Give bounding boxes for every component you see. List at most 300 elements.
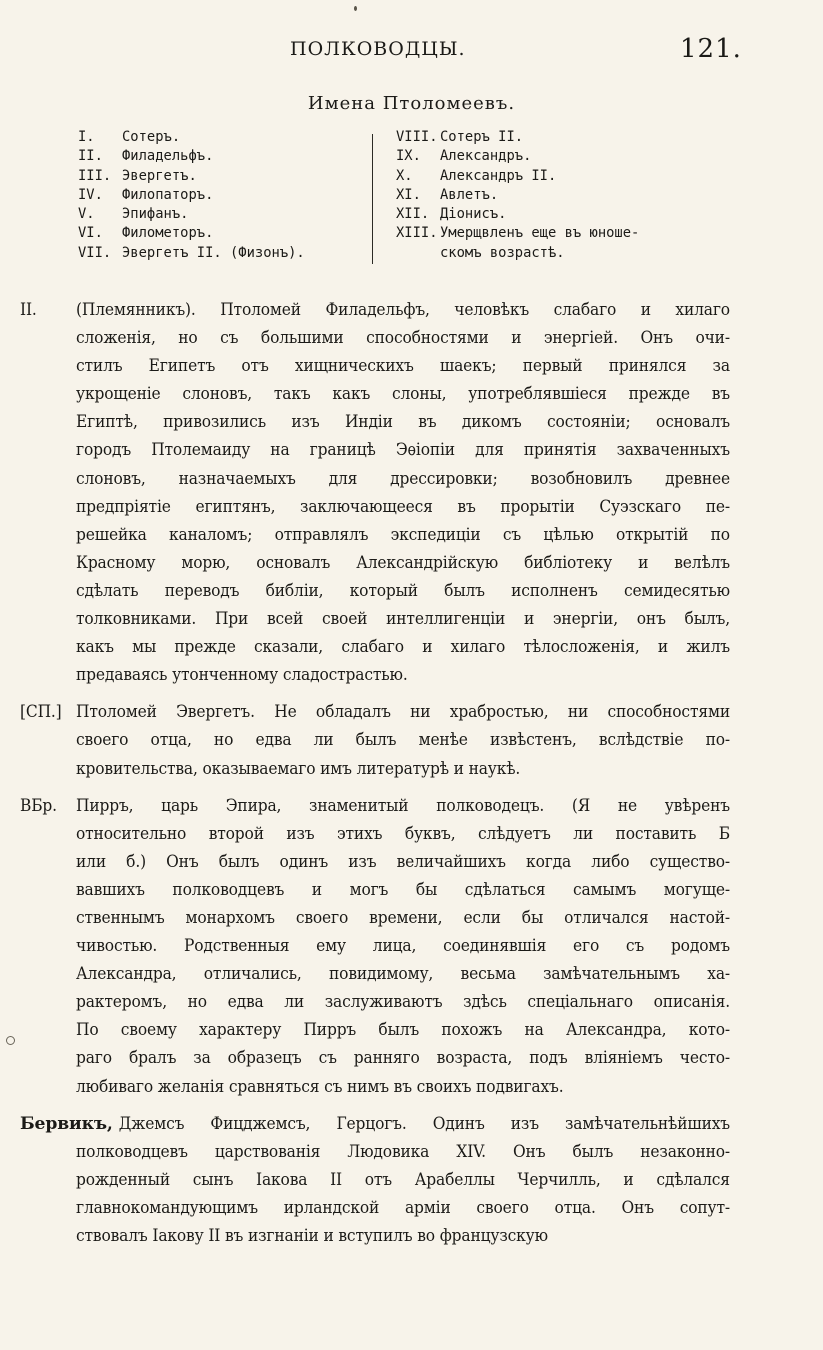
text-line	[20, 549, 730, 577]
word: вавшихъ	[76, 879, 145, 900]
text-line	[20, 904, 730, 932]
word: всей	[266, 609, 304, 630]
word: вліяніемъ	[584, 1048, 663, 1069]
word: II	[330, 1169, 342, 1190]
ruler-name: Умерщвленъ еще въ юноше-	[440, 225, 640, 242]
word: похожъ	[441, 1020, 503, 1041]
running-title: ПОЛКОВОДЦЫ.	[290, 38, 466, 60]
line-text	[76, 960, 730, 988]
word: Пирръ	[303, 1020, 357, 1041]
line-text	[76, 988, 730, 1016]
ruler-name: Эвергетъ.	[122, 167, 197, 184]
word: слоновъ,	[76, 468, 146, 489]
table-row	[396, 244, 696, 263]
text-line	[20, 1110, 730, 1138]
word: едва	[255, 730, 292, 751]
word: слоновъ,	[182, 384, 253, 405]
word: египтянъ,	[195, 496, 276, 517]
word: но	[187, 992, 207, 1013]
word: который	[349, 580, 418, 601]
table-row	[396, 224, 696, 243]
ruler-number: III.	[78, 167, 112, 184]
line-text: кровительства, оказываемаго имъ литературѣ и наукѣ.	[76, 758, 521, 779]
word: Эпира,	[225, 795, 282, 816]
text-line	[20, 876, 730, 904]
word: Египтѣ,	[76, 412, 138, 433]
word: своей	[321, 609, 368, 630]
word: какъ	[76, 637, 114, 658]
word: Филадельфъ,	[325, 300, 430, 320]
word: библіи,	[265, 580, 324, 601]
word: энергіей.	[543, 328, 618, 349]
word: величайшихъ	[396, 851, 506, 872]
word: отличался	[564, 907, 649, 928]
line-text	[76, 820, 730, 848]
word: замѣчательнымъ	[543, 964, 680, 985]
line-text	[76, 436, 730, 464]
word: Одинъ	[432, 1113, 485, 1134]
table-row	[78, 186, 368, 205]
entry	[20, 1110, 730, 1250]
word: толковниками.	[76, 609, 197, 630]
ruler-name: Эвергетъ II. (Физонъ).	[122, 244, 305, 261]
word: съ	[502, 524, 522, 545]
word: въ	[418, 412, 437, 433]
word: ха-	[707, 964, 730, 985]
word: за	[193, 1048, 211, 1069]
word: въ	[457, 496, 476, 517]
word: едва	[227, 992, 264, 1013]
text-line	[20, 324, 730, 352]
word: способностями	[607, 702, 730, 723]
word: весьма	[460, 964, 516, 985]
word: рактеромъ,	[76, 992, 167, 1013]
text-line	[20, 465, 730, 493]
word: слоны,	[391, 384, 447, 405]
word: экспедиціи	[390, 524, 481, 545]
word: замѣчательнѣйшихъ	[565, 1113, 730, 1134]
word: своего	[295, 907, 349, 928]
word: Не	[274, 702, 297, 723]
text-line	[20, 1166, 730, 1194]
word: царствованія	[214, 1141, 321, 1162]
word: городъ	[76, 440, 132, 461]
word: извѣстенъ,	[489, 730, 577, 751]
ruler-name: Александръ.	[440, 148, 532, 165]
word: библіотеку	[524, 552, 613, 573]
word: интеллигенціи	[386, 609, 506, 630]
word: предпріятіе	[76, 496, 171, 517]
table-row	[78, 224, 368, 243]
word: Людовика	[347, 1141, 430, 1162]
column-divider	[372, 134, 373, 264]
word: Онъ	[513, 1141, 546, 1162]
word: былъ,	[684, 609, 730, 630]
word: отличались,	[203, 964, 302, 985]
word: поставить	[615, 823, 697, 844]
ruler-name: Филопаторъ.	[122, 186, 214, 203]
line-text	[76, 792, 730, 820]
word: сказали,	[254, 637, 324, 658]
line-text: предаваясь утонченному сладострастью.	[76, 665, 408, 686]
word: Александра,	[565, 1020, 667, 1041]
text-line	[20, 1194, 730, 1222]
word: ственнымъ	[76, 907, 165, 928]
table-row	[78, 128, 368, 147]
word: бы	[521, 907, 544, 928]
word: полководцевъ	[172, 879, 285, 900]
line-text	[76, 577, 730, 605]
word: ирландской	[283, 1197, 380, 1218]
word: и	[422, 637, 433, 658]
word: здѣсь	[463, 992, 507, 1013]
word: описанія.	[653, 992, 730, 1013]
word: изъ	[510, 1113, 539, 1134]
word: отца.	[554, 1197, 596, 1218]
word: за	[712, 356, 730, 377]
word: характеру	[199, 1020, 282, 1041]
word: монархомъ	[185, 907, 275, 928]
word: основалъ	[256, 552, 331, 573]
line-text: любиваго желанія сравняться съ нимъ въ своихъ подвигахъ.	[76, 1076, 564, 1097]
word: когда	[526, 851, 572, 872]
word: каналомъ;	[169, 524, 253, 545]
line-text	[76, 1044, 730, 1072]
word: храбростью,	[449, 702, 549, 723]
ruler-number: IV.	[78, 186, 103, 203]
entry	[20, 792, 730, 1101]
word: заключающееся	[300, 496, 433, 517]
word: изъ	[286, 823, 315, 844]
table-row	[396, 167, 696, 186]
table-row	[396, 147, 696, 166]
word: бы	[415, 879, 438, 900]
word: слѣдуетъ	[477, 823, 551, 844]
word: тѣлосложенія,	[523, 637, 640, 658]
table-title: Имена Птоломеевъ.	[307, 93, 516, 114]
word: XIV.	[456, 1141, 486, 1162]
word: ли	[573, 823, 594, 844]
word: своего	[76, 730, 129, 751]
text-line	[20, 755, 730, 783]
word: очи-	[695, 328, 730, 349]
word: хищническихъ	[294, 356, 414, 377]
word: и	[523, 609, 535, 630]
word: съ	[318, 1048, 337, 1069]
word: этихъ	[337, 823, 383, 844]
word: исполненъ	[511, 580, 598, 601]
word: дикомъ	[461, 412, 522, 433]
word: отъ	[241, 356, 269, 377]
line-text	[76, 904, 730, 932]
word: семидесятью	[623, 580, 730, 601]
word: цѣлью	[543, 524, 594, 545]
word: возраста,	[436, 1048, 513, 1069]
word: какъ	[332, 384, 371, 405]
word: энергіи,	[552, 609, 618, 630]
word: (Я	[571, 795, 591, 816]
line-text	[76, 876, 730, 904]
word: укрощеніе	[76, 384, 161, 405]
text-line	[20, 408, 730, 436]
table-row	[396, 205, 696, 224]
ruler-name: Филадельфъ.	[122, 148, 214, 165]
word: и	[311, 879, 322, 900]
word: образецъ	[227, 1048, 302, 1069]
word: слабаго	[553, 300, 617, 320]
word: кото-	[688, 1020, 730, 1041]
word: не	[617, 795, 637, 816]
word: открытій	[615, 524, 689, 545]
word: вслѣдствіе	[598, 730, 684, 751]
word: принялся	[608, 356, 687, 377]
word: былъ	[355, 730, 397, 751]
word: бралъ	[128, 1048, 177, 1069]
word: шаекъ;	[439, 356, 497, 377]
word: Онъ	[640, 328, 673, 349]
word: для	[475, 440, 504, 461]
table-row	[78, 244, 368, 263]
word: назначаемыхъ	[178, 468, 296, 489]
text-line	[20, 848, 730, 876]
ruler-number: XII.	[396, 206, 430, 223]
ink-mark	[354, 6, 357, 11]
word: Александрійскую	[356, 552, 499, 573]
word: Птоломей	[220, 300, 301, 320]
word: При	[214, 609, 249, 630]
word: По	[76, 1020, 99, 1041]
word: по	[710, 524, 730, 545]
line-text	[76, 932, 730, 960]
word: менѣе	[418, 730, 468, 751]
word: способностями	[366, 328, 489, 349]
word: Птоломей	[76, 702, 157, 723]
line-text	[76, 465, 730, 493]
word: рожденный	[76, 1169, 170, 1190]
word: Египетъ	[148, 356, 216, 377]
word: Джемсъ	[118, 1113, 185, 1134]
word: подъ	[529, 1048, 568, 1069]
table-right-column	[396, 128, 696, 263]
word: пе-	[705, 496, 730, 517]
word: и	[640, 300, 651, 320]
word: основалъ	[655, 412, 730, 433]
word: былъ	[378, 1020, 420, 1041]
word: увѣренъ	[664, 795, 730, 816]
word: Александра,	[76, 964, 177, 985]
margin-mark	[6, 1036, 15, 1045]
word: прежде	[628, 384, 690, 405]
entry-tag: ВБр.	[20, 795, 57, 816]
word: сынъ	[192, 1169, 234, 1190]
word: одинъ	[279, 851, 329, 872]
text-line	[20, 380, 730, 408]
table-left-column	[78, 128, 368, 263]
line-text	[76, 296, 730, 324]
page-number: 121.	[680, 34, 742, 64]
ruler-name: Авлетъ.	[440, 186, 499, 203]
line-text	[76, 633, 730, 661]
word: своему	[120, 1020, 177, 1041]
word: по-	[705, 730, 730, 751]
word: онъ	[636, 609, 666, 630]
line-text	[76, 1138, 730, 1166]
word: захваченныхъ	[616, 440, 730, 461]
word: второй	[208, 823, 264, 844]
line-text	[76, 408, 730, 436]
word: решейка	[76, 524, 147, 545]
word: сдѣлать	[76, 580, 139, 601]
word: его	[573, 936, 600, 957]
word: Онъ	[166, 851, 199, 872]
word: чивостью.	[76, 936, 158, 957]
word: самымъ	[572, 879, 637, 900]
word: изъ	[348, 851, 377, 872]
text-line	[20, 1044, 730, 1072]
word: привозились	[163, 412, 266, 433]
entry-tag: Бервикъ,	[20, 1113, 113, 1134]
word: соединявшія	[443, 936, 547, 957]
word: и	[623, 1169, 634, 1190]
ptolemy-names-table	[78, 128, 698, 278]
word: ранняго	[353, 1048, 420, 1069]
word: на	[524, 1020, 544, 1041]
word: Красному	[76, 552, 156, 573]
word: могуще-	[663, 879, 730, 900]
word: Птолемаиду	[151, 440, 251, 461]
text-line	[20, 1222, 730, 1250]
ruler-number: VII.	[78, 244, 112, 261]
word: времени,	[369, 907, 443, 928]
word: въ	[711, 384, 730, 405]
line-text: ствовалъ Іакову II въ изгнаніи и вступилъ во французскую	[76, 1226, 548, 1246]
text-line	[20, 1138, 730, 1166]
word: Эѳіопіи	[395, 440, 455, 461]
word: ли	[313, 730, 334, 751]
word: Іакова	[256, 1169, 308, 1190]
entries-body	[20, 296, 730, 1259]
text-line	[20, 792, 730, 820]
line-text	[76, 848, 730, 876]
text-line	[20, 726, 730, 754]
line-text	[76, 380, 730, 408]
word: своего	[476, 1197, 529, 1218]
word: б.)	[126, 851, 146, 872]
text-line	[20, 577, 730, 605]
word: Арабеллы	[414, 1169, 495, 1190]
word: мы	[132, 637, 157, 658]
word: для	[328, 468, 358, 489]
word: слабаго	[341, 637, 404, 658]
line-text	[76, 726, 730, 754]
word: Суэзскаго	[599, 496, 682, 517]
text-line	[20, 820, 730, 848]
table-row	[396, 186, 696, 205]
word: полководцевъ	[76, 1141, 188, 1162]
word: человѣкъ	[454, 300, 530, 320]
page-header	[0, 34, 823, 68]
word: буквъ,	[404, 823, 456, 844]
word: царь	[161, 795, 199, 816]
word: ему	[316, 936, 346, 957]
word: отправлялъ	[274, 524, 369, 545]
text-line	[20, 1073, 730, 1101]
word: Пирръ,	[76, 795, 134, 816]
ruler-number: XIII.	[396, 225, 438, 242]
word: но	[213, 730, 234, 751]
line-text	[76, 1016, 730, 1044]
ruler-number: X.	[396, 167, 413, 184]
text-line	[20, 436, 730, 464]
word: и	[657, 637, 669, 658]
word: возобновилъ	[530, 468, 633, 489]
word: относительно	[76, 823, 187, 844]
text-line	[20, 493, 730, 521]
text-line	[20, 1016, 730, 1044]
ruler-number: IX.	[396, 148, 421, 165]
ruler-number: XI.	[396, 186, 421, 203]
text-line	[20, 988, 730, 1016]
word: границѣ	[309, 440, 376, 461]
line-text	[119, 1110, 730, 1138]
ruler-number: II.	[78, 148, 103, 165]
line-text	[76, 493, 730, 521]
word: спеціальнаго	[527, 992, 633, 1013]
word: сдѣлался	[656, 1169, 730, 1190]
word: заслуживаютъ	[324, 992, 443, 1013]
word: ни	[567, 702, 589, 723]
table-row	[78, 147, 368, 166]
word: често-	[679, 1048, 730, 1069]
ruler-number: VIII.	[396, 129, 438, 145]
word: лица,	[372, 936, 417, 957]
word: ли	[284, 992, 305, 1013]
word: былъ	[572, 1141, 614, 1162]
word: и	[511, 328, 522, 349]
word: изъ	[291, 412, 320, 433]
text-line	[20, 521, 730, 549]
text-line	[20, 698, 730, 726]
word: либо	[591, 851, 630, 872]
word: обладалъ	[315, 702, 391, 723]
text-line	[20, 932, 730, 960]
word: незаконно-	[640, 1141, 730, 1162]
word: былъ	[444, 580, 485, 601]
word: родомъ	[670, 936, 730, 957]
word: повидимому,	[329, 964, 434, 985]
ruler-name: Сотеръ.	[122, 129, 181, 145]
word: переводъ	[164, 580, 240, 601]
word: морю,	[181, 552, 231, 573]
word: знаменитый	[309, 795, 409, 816]
entry	[20, 698, 730, 782]
word: отца,	[150, 730, 192, 751]
word: дрессировки;	[390, 468, 498, 489]
word: употреблявшіеся	[468, 384, 607, 405]
entry-tag: II.	[20, 300, 37, 320]
line-text	[76, 605, 730, 633]
table-row	[396, 128, 696, 147]
word: прорытіи	[500, 496, 575, 517]
word: главнокомандующимъ	[76, 1197, 258, 1218]
word: съ	[625, 936, 645, 957]
word: или	[76, 851, 106, 872]
text-line	[20, 296, 730, 324]
word: стилъ	[76, 356, 123, 377]
line-text	[76, 698, 730, 726]
line-text	[76, 324, 730, 352]
word: Фицджемсъ,	[210, 1113, 311, 1134]
